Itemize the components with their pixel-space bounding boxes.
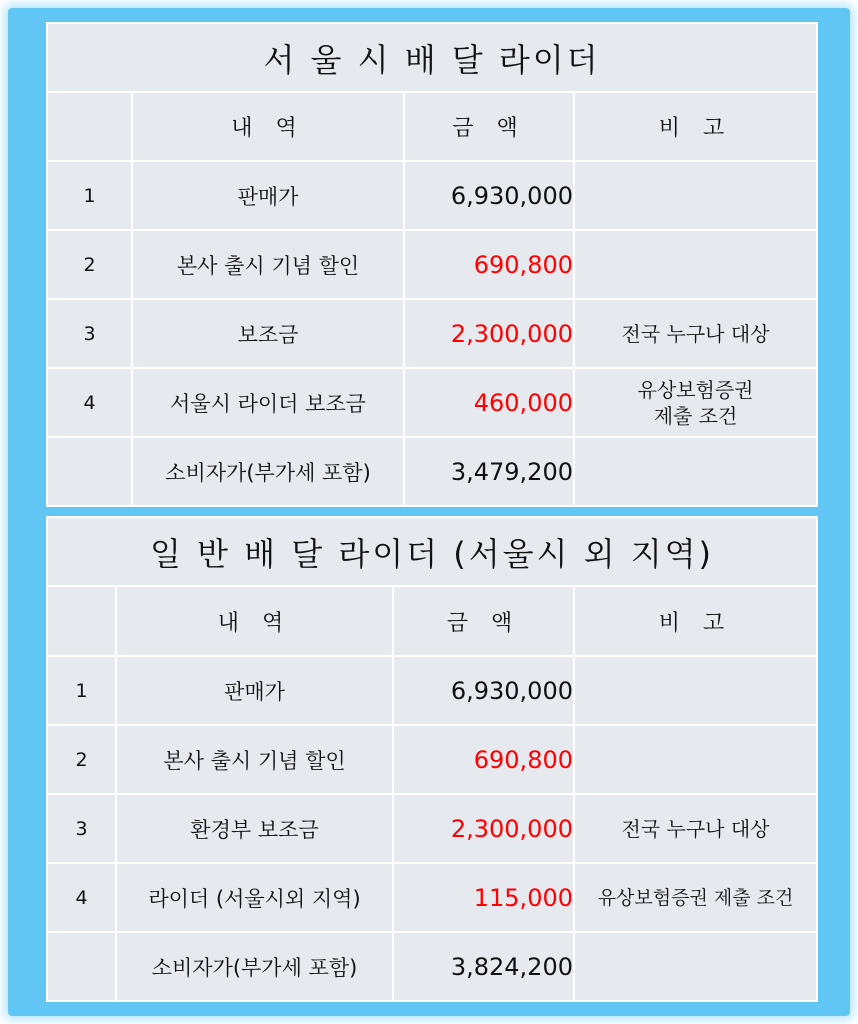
- table-row: [47, 794, 817, 863]
- row-note-line1: 유상보험증권: [637, 377, 754, 402]
- row-note: [574, 656, 817, 725]
- row-note: 전국 누구나 대상: [574, 299, 817, 368]
- row-item: 판매가: [132, 161, 404, 230]
- table-row: [47, 161, 817, 230]
- row-note-line2: 제출 조건: [653, 403, 738, 428]
- table-row: [47, 863, 817, 932]
- table-title: 일 반 배 달 라이더 (서울시 외 지역): [47, 517, 817, 586]
- header-note: 비 고: [574, 586, 817, 656]
- header-item: 내 역: [132, 92, 404, 161]
- header-amount: 금 액: [404, 92, 574, 161]
- row-amount: 690,800: [404, 230, 574, 299]
- header-no: [47, 92, 132, 161]
- row-item: 본사 출시 기념 할인: [132, 230, 404, 299]
- table-row: [47, 656, 817, 725]
- row-number: 4: [47, 863, 116, 932]
- row-item: 서울시 라이더 보조금: [132, 368, 404, 437]
- general-rider-price-table: [46, 516, 818, 1002]
- row-item: 본사 출시 기념 할인: [116, 725, 393, 794]
- table-row-total: [47, 437, 817, 506]
- row-note: 전국 누구나 대상: [574, 794, 817, 863]
- row-note: [574, 437, 817, 506]
- row-number: 3: [47, 299, 132, 368]
- table-title: 서 울 시 배 달 라이더: [47, 23, 817, 92]
- row-number: 3: [47, 794, 116, 863]
- row-note: [574, 230, 817, 299]
- table-row: [47, 725, 817, 794]
- row-note: [574, 932, 817, 1001]
- row-number: [47, 437, 132, 506]
- row-amount: 690,800: [393, 725, 574, 794]
- row-item: 소비자가(부가세 포함): [116, 932, 393, 1001]
- row-amount: 3,824,200: [393, 932, 574, 1001]
- row-number: 1: [47, 656, 116, 725]
- header-note: 비 고: [574, 92, 817, 161]
- header-item: 내 역: [116, 586, 393, 656]
- row-item: 판매가: [116, 656, 393, 725]
- row-amount: 115,000: [393, 863, 574, 932]
- seoul-rider-price-table: [46, 22, 818, 507]
- row-amount: 2,300,000: [393, 794, 574, 863]
- row-amount: 6,930,000: [404, 161, 574, 230]
- header-no: [47, 586, 116, 656]
- row-amount: 3,479,200: [404, 437, 574, 506]
- row-number: 2: [47, 230, 132, 299]
- header-amount: 금 액: [393, 586, 574, 656]
- row-item: 환경부 보조금: [116, 794, 393, 863]
- table-row: [47, 230, 817, 299]
- row-amount: 2,300,000: [404, 299, 574, 368]
- row-number: 4: [47, 368, 132, 437]
- table-row: [47, 368, 817, 437]
- row-item: 라이더 (서울시외 지역): [116, 863, 393, 932]
- row-note: [574, 368, 817, 437]
- row-amount: 460,000: [404, 368, 574, 437]
- row-number: 1: [47, 161, 132, 230]
- row-note: [574, 725, 817, 794]
- row-item: 보조금: [132, 299, 404, 368]
- row-number: [47, 932, 116, 1001]
- row-item: 소비자가(부가세 포함): [132, 437, 404, 506]
- table-row-total: [47, 932, 817, 1001]
- row-number: 2: [47, 725, 116, 794]
- row-note: 유상보험증권 제출 조건: [574, 863, 817, 932]
- row-note: [574, 161, 817, 230]
- table-row: [47, 299, 817, 368]
- row-amount: 6,930,000: [393, 656, 574, 725]
